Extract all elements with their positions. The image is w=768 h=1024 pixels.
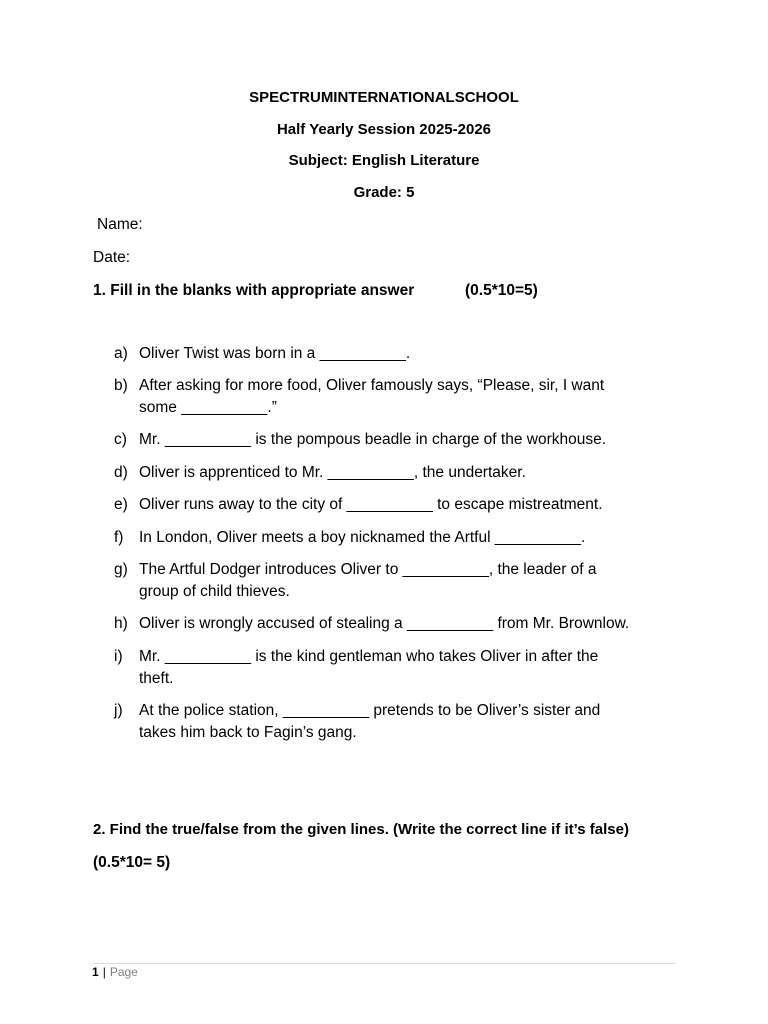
item-text: In London, Oliver meets a boy nicknamed the Artful __________. bbox=[139, 529, 586, 546]
school-name: SPECTRUMINTERNATIONALSCHOOL bbox=[249, 89, 519, 106]
item-text: Oliver is apprenticed to Mr. __________, the undertaker. bbox=[139, 464, 526, 481]
item-marker: i) bbox=[114, 648, 123, 665]
item-text: Oliver is wrongly accused of stealing a __________ from Mr. Brownlow. bbox=[139, 615, 630, 632]
item-marker: c) bbox=[114, 431, 127, 448]
item-text-continued: some __________.” bbox=[139, 399, 277, 416]
page-footer bbox=[92, 965, 138, 979]
section1-marks: (0.5*10=5) bbox=[465, 282, 538, 299]
item-text: Oliver runs away to the city of __________ to escape mistreatment. bbox=[139, 496, 603, 513]
item-text: Mr. __________ is the pompous beadle in charge of the workhouse. bbox=[139, 431, 607, 448]
item-text: After asking for more food, Oliver famously says, “Please, sir, I want bbox=[139, 377, 605, 394]
item-marker: h) bbox=[114, 615, 128, 632]
item-text: Oliver Twist was born in a __________. bbox=[139, 345, 411, 362]
section2-marks: (0.5*10= 5) bbox=[93, 854, 171, 871]
item-text: At the police station, __________ pretends to be Oliver’s sister and bbox=[139, 702, 601, 719]
item-text-continued: group of child thieves. bbox=[139, 583, 290, 600]
footer-divider bbox=[92, 963, 676, 964]
item-marker: e) bbox=[114, 496, 128, 513]
session-title: Half Yearly Session 2025-2026 bbox=[276, 121, 492, 138]
item-marker: g) bbox=[114, 561, 128, 578]
item-marker: a) bbox=[114, 345, 128, 362]
item-marker: j) bbox=[114, 702, 123, 719]
page-number: 1 bbox=[92, 965, 99, 979]
date-label: Date: bbox=[93, 249, 131, 266]
footer-separator: | bbox=[102, 965, 106, 979]
section2-title: 2. Find the true/false from the given lines. (Write the correct line if it’s false) bbox=[93, 821, 629, 838]
item-text-continued: theft. bbox=[139, 670, 174, 687]
item-text-continued: takes him back to Fagin’s gang. bbox=[139, 724, 357, 741]
subject-title: Subject: English Literature bbox=[288, 152, 480, 169]
grade-title: Grade: 5 bbox=[353, 184, 415, 201]
item-marker: f) bbox=[114, 529, 124, 546]
item-text: The Artful Dodger introduces Oliver to __________, the leader of a bbox=[139, 561, 597, 578]
item-text: Mr. __________ is the kind gentleman who takes Oliver in after the bbox=[139, 648, 599, 665]
page-label: Page bbox=[109, 965, 138, 979]
item-marker: b) bbox=[114, 377, 128, 394]
section1-title: 1. Fill in the blanks with appropriate answer bbox=[93, 282, 415, 299]
item-marker: d) bbox=[114, 464, 128, 481]
name-label: Name: bbox=[97, 216, 143, 233]
